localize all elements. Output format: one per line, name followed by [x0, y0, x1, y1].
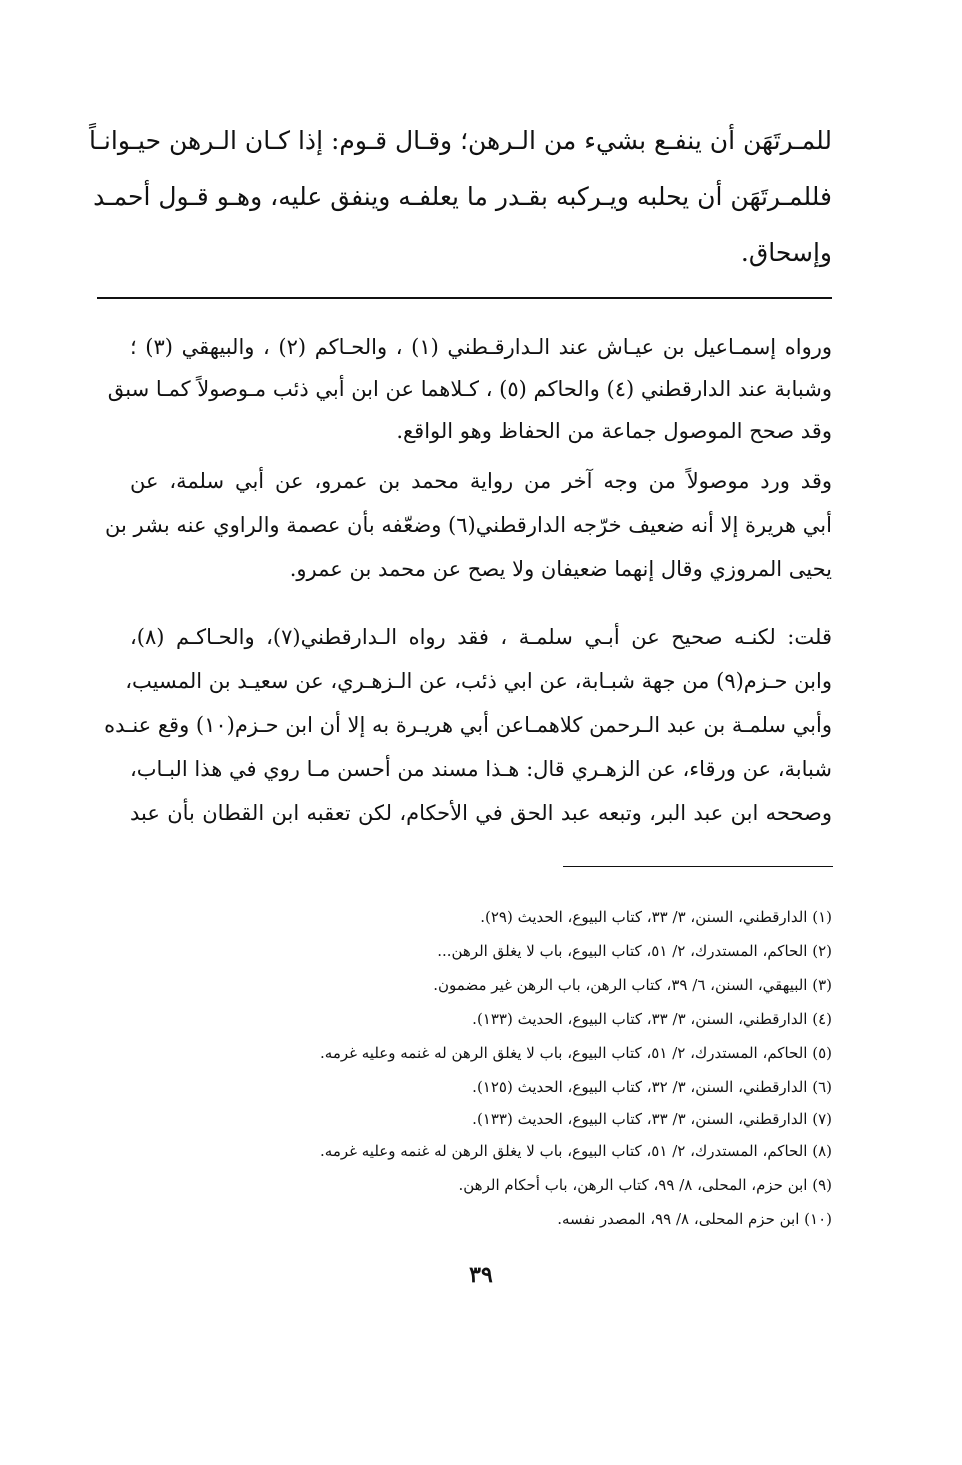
- main-text-line: فللمـرتَهَن أن يحلبه ويـركبه بقـدر ما يعلفـه وينفق عليه، وهـو قـول أحمـد: [93, 182, 832, 211]
- quoted-text-line: وصححه ابن عبد البر، وتبعه عبد الحق في الأحكام، لكن تعقبه ابن القطان بأن عبد: [130, 801, 832, 825]
- footnote: (٣) البيهقي، السنن، ٦/ ٣٩، كتاب الرهن، باب الرهن غير مضمون.: [433, 976, 832, 994]
- quoted-text-line: وابن حـزم(٩) من جهة شبـابة، عن ابي ذئب، عن الـزهـري، عن سعيـد بن المسيب،: [125, 669, 832, 693]
- quoted-text-line: يحيى المروزي وقال إنهما ضعيفان ولا يصح عن محمد بن عمرو.: [289, 557, 832, 581]
- main-text-line: وإسحاق.: [740, 238, 832, 267]
- main-text-line: للمـرتَهَن أن ينفـع بشيء من الـرهن؛ وقـال قـوم: إذا كـان الـرهن حيـوانـاً: [88, 126, 832, 155]
- quoted-text-line: وشبابة عند الدارقطني (٤) والحاكم (٥) ، كـلاهما عن ابن أبي ذئب مـوصولاً كمـا سبق: [107, 377, 832, 401]
- footnote: (٧) الدارقطني، السنن، ٣/ ٣٣، كتاب البيوع، الحديث (١٣٣).: [472, 1110, 832, 1128]
- page-number: ٣٩: [469, 1262, 493, 1288]
- footnote: (١٠) ابن حزم المحلى، ٨/ ٩٩، المصدر نفسه.: [557, 1210, 832, 1228]
- footnote: (٢) الحاكم، المستدرك، ٢/ ٥١، كتاب البيوع، باب لا يغلق الرهن...: [437, 942, 832, 960]
- footnote: (٤) الدارقطني، السنن، ٣/ ٣٣، كتاب البيوع، الحديث (١٣٣).: [472, 1010, 832, 1028]
- footnote: (٨) الحاكم، المستدرك، ٢/ ٥١، كتاب البيوع، باب لا يغلق الرهن له غنمه وعليه غرمه.: [320, 1142, 832, 1160]
- quoted-text-line: وقد ورد موصولاً من وجه آخر من رواية محمد بن عمرو، عن أبي سلمة، عن: [130, 469, 832, 493]
- quoted-text-line: أبي هريرة إلا أنه ضعيف خرّجه الدارقطني(٦) وضعّفه بأن عصمة والراوي عنه بشر بن: [105, 513, 832, 537]
- footnote: (١) الدارقطني، السنن، ٣/ ٣٣، كتاب البيوع، الحديث (٢٩).: [480, 908, 832, 926]
- footnote-separator: [563, 866, 833, 867]
- section-divider: [97, 297, 832, 299]
- footnote: (٦) الدارقطني، السنن، ٣/ ٣٢، كتاب البيوع، الحديث (١٢٥).: [472, 1078, 832, 1096]
- quoted-text-line: قلت: لكنـه صحيح عن أبـي سلمـة ، فقد رواه الـدارقطني(٧)، والحـاكـم (٨)،: [130, 625, 832, 649]
- quoted-text-line: وقد صحح الموصول جماعة من الحفاظ وهو الواقع.: [396, 419, 832, 443]
- quoted-text-line: ورواه إسمـاعيل بن عيـاش عند الـدارقـطني (١) ، والحـاكم (٢) ، والبيهقي (٣) ؛: [130, 335, 833, 359]
- footnote: (٥) الحاكم، المستدرك، ٢/ ٥١، كتاب البيوع، باب لا يغلق الرهن له غنمه وعليه غرمه.: [320, 1044, 832, 1062]
- footnote: (٩) ابن حزم، المحلى، ٨/ ٩٩، كتاب الرهن، باب أحكام الرهن.: [458, 1176, 832, 1194]
- quoted-text-line: وأبي سلمـة بن عبد الـرحمن كلاهمـاعن أبي هريـرة به إلا أن ابن حـزم(١٠) وقع عنـده: [104, 713, 832, 737]
- quoted-text-line: شبابة، عن ورقاء، عن الزهـري قال: هـذا مسند من أحسن مـا روي في هذا البـاب،: [130, 757, 832, 781]
